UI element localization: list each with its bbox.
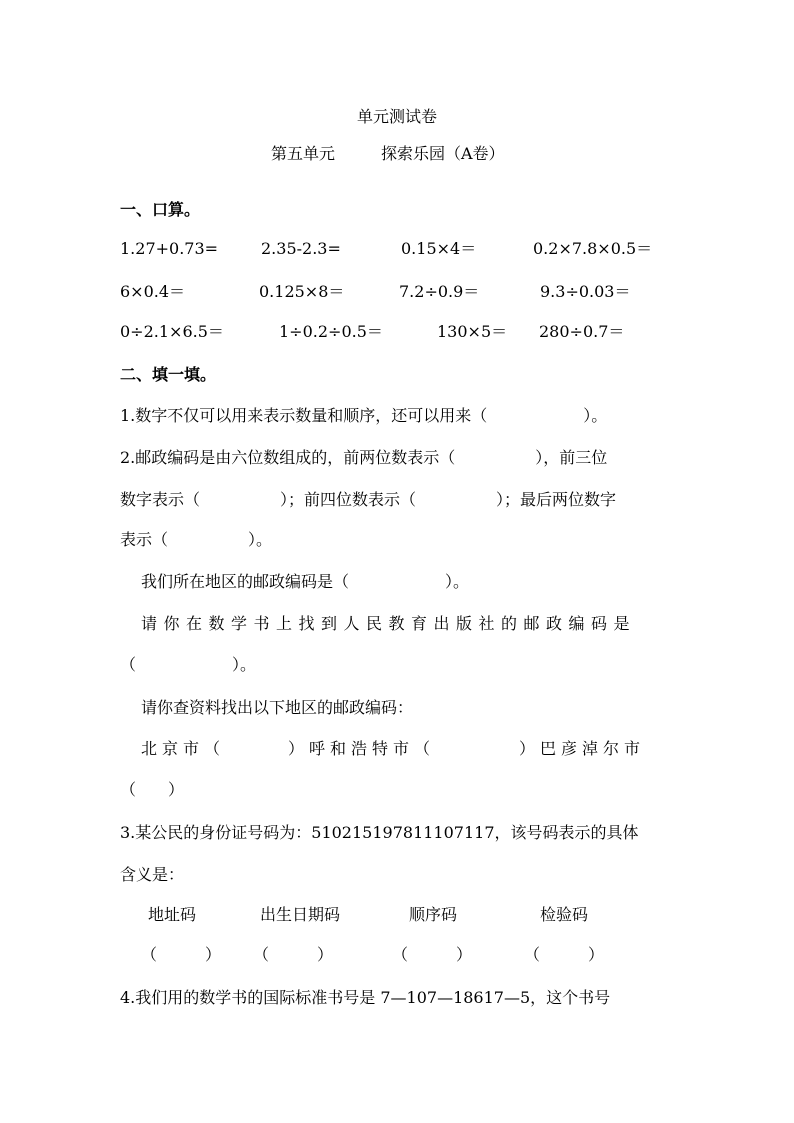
id-part-blank: （ ） (253, 945, 334, 964)
page-title: 单元测试卷 (356, 107, 437, 126)
section-heading-oral: 一、口算。 (120, 200, 201, 219)
unit-topic: 探索乐园（A卷） (381, 144, 505, 163)
cities-line-2: （ ） (120, 780, 185, 799)
id-part-blank: （ ） (141, 945, 222, 964)
section-heading-fill: 二、填一填。 (120, 365, 217, 384)
id-part-label: 地址码 (148, 905, 197, 924)
question-3-line-1: 3.某公民的身份证号码为：510215197811107117，该号码表示的具体 (120, 823, 639, 842)
question-2-line-2: 数字表示（ ）；前四位数表示（ ）；最后两位数字 (120, 490, 617, 509)
oral-item: 0.2×7.8×0.5＝ (533, 239, 653, 258)
question-1: 1.数字不仅可以用来表示数量和顺序，还可以用来（ ）。 (120, 406, 608, 425)
pep-postcode-line-2: （ ）。 (120, 655, 257, 674)
id-part-label: 出生日期码 (260, 905, 341, 924)
oral-item: 1.27+0.73= (120, 239, 219, 258)
oral-item: 280÷0.7＝ (539, 322, 625, 341)
id-part-label: 顺序码 (409, 905, 458, 924)
pep-postcode-line-1: 请你在数学书上找到人民教育出版社的邮政编码是 (141, 614, 637, 633)
oral-item: 1÷0.2÷0.5＝ (279, 322, 383, 341)
oral-item: 2.35-2.3= (261, 239, 341, 258)
local-postcode-prompt: 我们所在地区的邮政编码是（ ）。 (141, 572, 470, 591)
oral-item: 0.15×4＝ (401, 239, 477, 258)
lookup-prompt: 请你查资料找出以下地区的邮政编码： (141, 698, 414, 717)
cities-line-1: 北京市（ ）呼和浩特市（ ）巴彦淖尔市 (141, 739, 646, 758)
question-4-line-1: 4.我们用的数学书的国际标准书号是 7—107—18617—5，这个书号 (120, 988, 611, 1007)
unit-label: 第五单元 (271, 144, 336, 163)
id-part-blank: （ ） (524, 945, 605, 964)
oral-item: 0÷2.1×6.5＝ (120, 322, 224, 341)
id-part-label: 检验码 (540, 905, 589, 924)
oral-item: 7.2÷0.9＝ (399, 282, 480, 301)
question-2-line-3: 表示（ ）。 (120, 530, 273, 549)
oral-item: 9.3÷0.03＝ (540, 282, 631, 301)
oral-item: 130×5＝ (437, 322, 508, 341)
oral-item: 6×0.4＝ (120, 282, 186, 301)
oral-item: 0.125×8＝ (259, 282, 345, 301)
id-part-blank: （ ） (392, 945, 473, 964)
question-2-line-1: 2.邮政编码是由六位数组成的，前两位数表示（ ），前三位 (120, 448, 608, 467)
question-3-line-2: 含义是： (120, 865, 185, 884)
